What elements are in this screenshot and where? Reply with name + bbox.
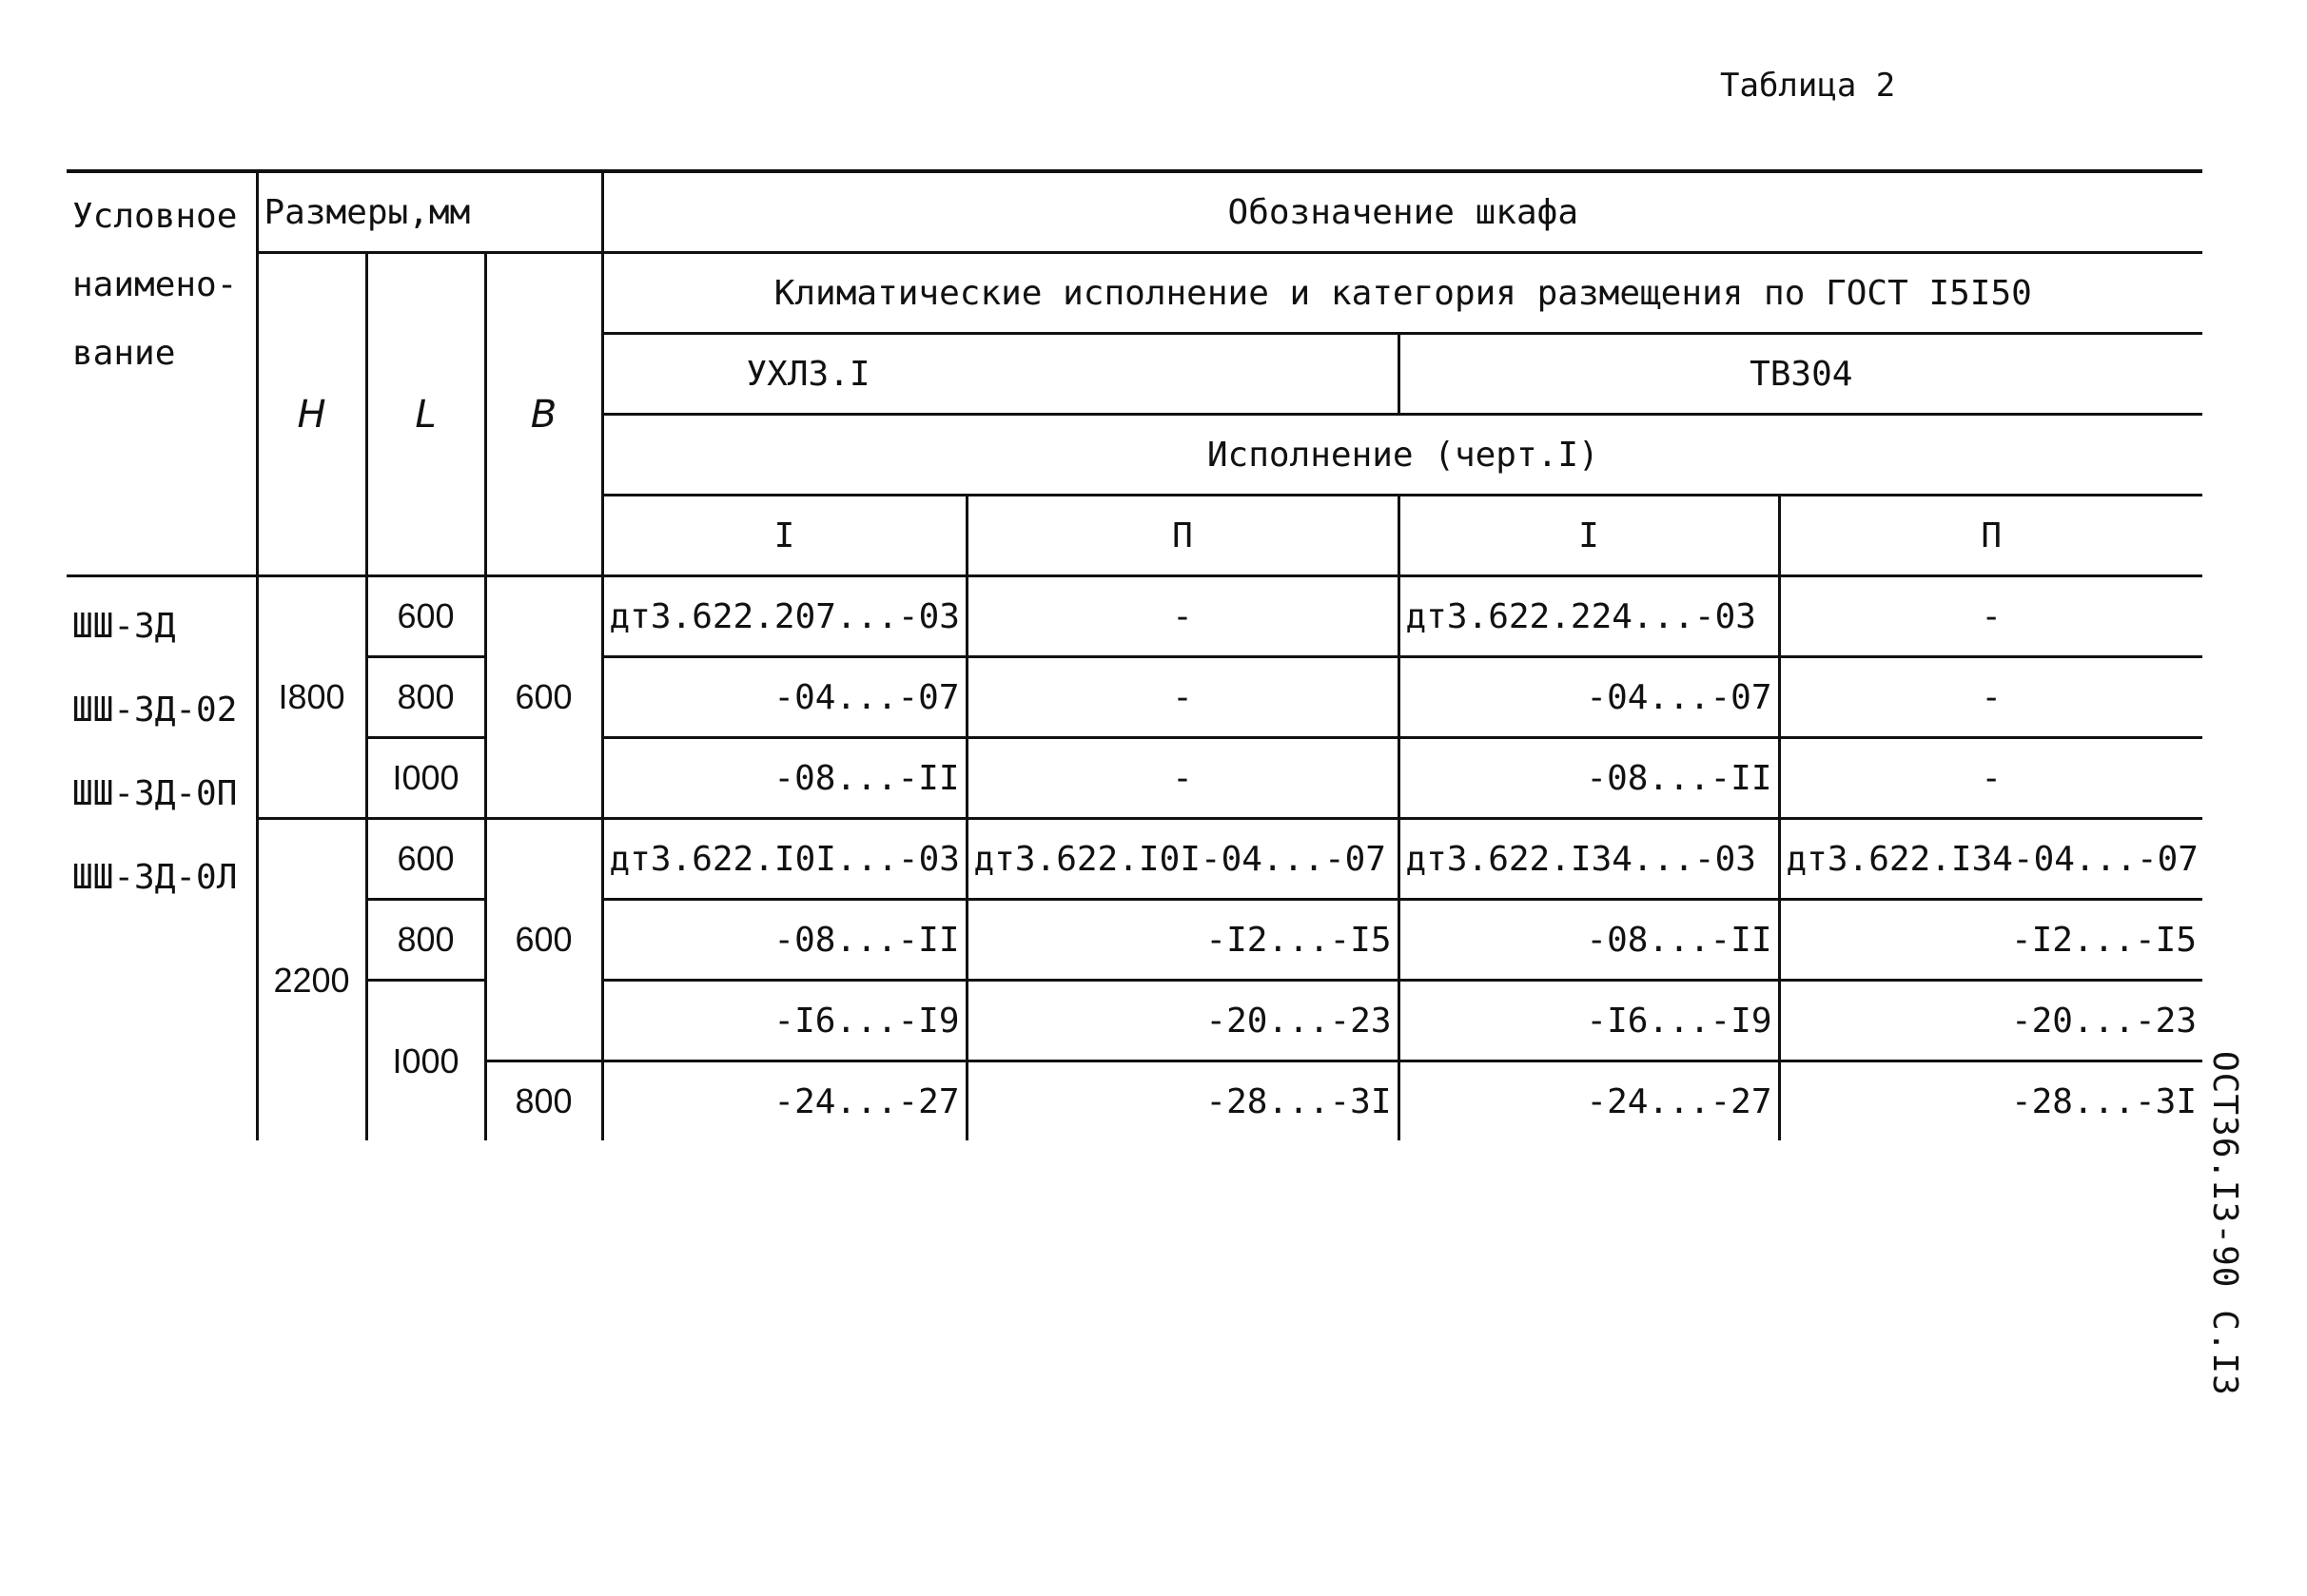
cell-tv-2: -20...-23: [1779, 981, 2202, 1061]
table-label: Таблица 2: [1720, 67, 1896, 105]
l-value: I000: [366, 738, 485, 819]
cell-uhl-1: дт3.622.207...-03: [602, 576, 967, 657]
b-value: 600: [485, 576, 602, 819]
h-value: 2200: [257, 819, 366, 1141]
cell-uhl-1: дт3.622.I0I...-03: [602, 819, 967, 900]
cell-tv-1: дт3.622.I34...-03: [1398, 819, 1779, 900]
side-document-code: ОСТ36.I3-90 С.I3: [2205, 1051, 2244, 1396]
header-row-2: [67, 253, 2202, 334]
cell-uhl-1: -I6...-I9: [602, 981, 967, 1061]
cell-uhl-1: -08...-II: [602, 900, 967, 981]
header-sizes: Размеры,мм: [257, 171, 602, 253]
table-row: [67, 738, 2202, 819]
cell-tv-1: -04...-07: [1398, 657, 1779, 738]
header-h: H: [257, 253, 366, 576]
name-item: ШШ-3Д: [72, 607, 176, 646]
cell-uhl-2: дт3.622.I0I-04...-07: [967, 819, 1398, 900]
cell-uhl-1: -04...-07: [602, 657, 967, 738]
cell-uhl-2: -20...-23: [967, 981, 1398, 1061]
cell-tv-2: -28...-3I: [1779, 1061, 2202, 1141]
header-climatic: Климатические исполнение и категория размещения по ГОСТ I5I50: [602, 253, 2202, 334]
exec-col-1: I: [602, 496, 967, 576]
cell-tv-2: -I2...-I5: [1779, 900, 2202, 981]
table-row: [67, 819, 2202, 900]
cell-tv-1: -08...-II: [1398, 900, 1779, 981]
cell-uhl-2: -28...-3I: [967, 1061, 1398, 1141]
cell-tv-1: -24...-27: [1398, 1061, 1779, 1141]
l-value: I000: [366, 981, 485, 1141]
b-value: 800: [485, 1061, 602, 1141]
designation-table: [67, 169, 2202, 1140]
header-l: L: [366, 253, 485, 576]
l-value: 600: [366, 576, 485, 657]
header-row-1: [67, 171, 2202, 253]
exec-col-3: I: [1398, 496, 1779, 576]
header-name: Условное наимено-вание: [67, 171, 257, 576]
l-value: 800: [366, 657, 485, 738]
header-designation: Обозначение шкафа: [602, 171, 2202, 253]
header-tv: ТВ304: [1398, 334, 2202, 415]
cell-tv-2: -: [1779, 657, 2202, 738]
cell-tv-1: -I6...-I9: [1398, 981, 1779, 1061]
cell-uhl-1: -08...-II: [602, 738, 967, 819]
name-item: ШШ-3Д-02: [72, 691, 238, 730]
b-value: 600: [485, 819, 602, 1061]
l-value: 800: [366, 900, 485, 981]
header-b: B: [485, 253, 602, 576]
table-row: [67, 900, 2202, 981]
exec-col-4: П: [1779, 496, 2202, 576]
cell-tv-2: -: [1779, 576, 2202, 657]
cell-tv-2: -: [1779, 738, 2202, 819]
table-row: [67, 576, 2202, 657]
cell-uhl-2: -: [967, 738, 1398, 819]
cell-tv-1: -08...-II: [1398, 738, 1779, 819]
cell-uhl-1: -24...-27: [602, 1061, 967, 1141]
cell-tv-2: дт3.622.I34-04...-07: [1779, 819, 2202, 900]
name-item: ШШ-3Д-0П: [72, 774, 238, 813]
cell-uhl-2: -: [967, 576, 1398, 657]
cell-uhl-2: -I2...-I5: [967, 900, 1398, 981]
header-uhl: УХЛ3.I: [602, 334, 1398, 415]
exec-col-2: П: [967, 496, 1398, 576]
h-value: I800: [257, 576, 366, 819]
cell-tv-1: дт3.622.224...-03: [1398, 576, 1779, 657]
header-execution: Исполнение (черт.I): [602, 415, 2202, 496]
names-column: [67, 576, 257, 1141]
table-row: [67, 981, 2202, 1061]
l-value: 600: [366, 819, 485, 900]
table-row: [67, 657, 2202, 738]
name-item: ШШ-3Д-0Л: [72, 858, 238, 897]
cell-uhl-2: -: [967, 657, 1398, 738]
